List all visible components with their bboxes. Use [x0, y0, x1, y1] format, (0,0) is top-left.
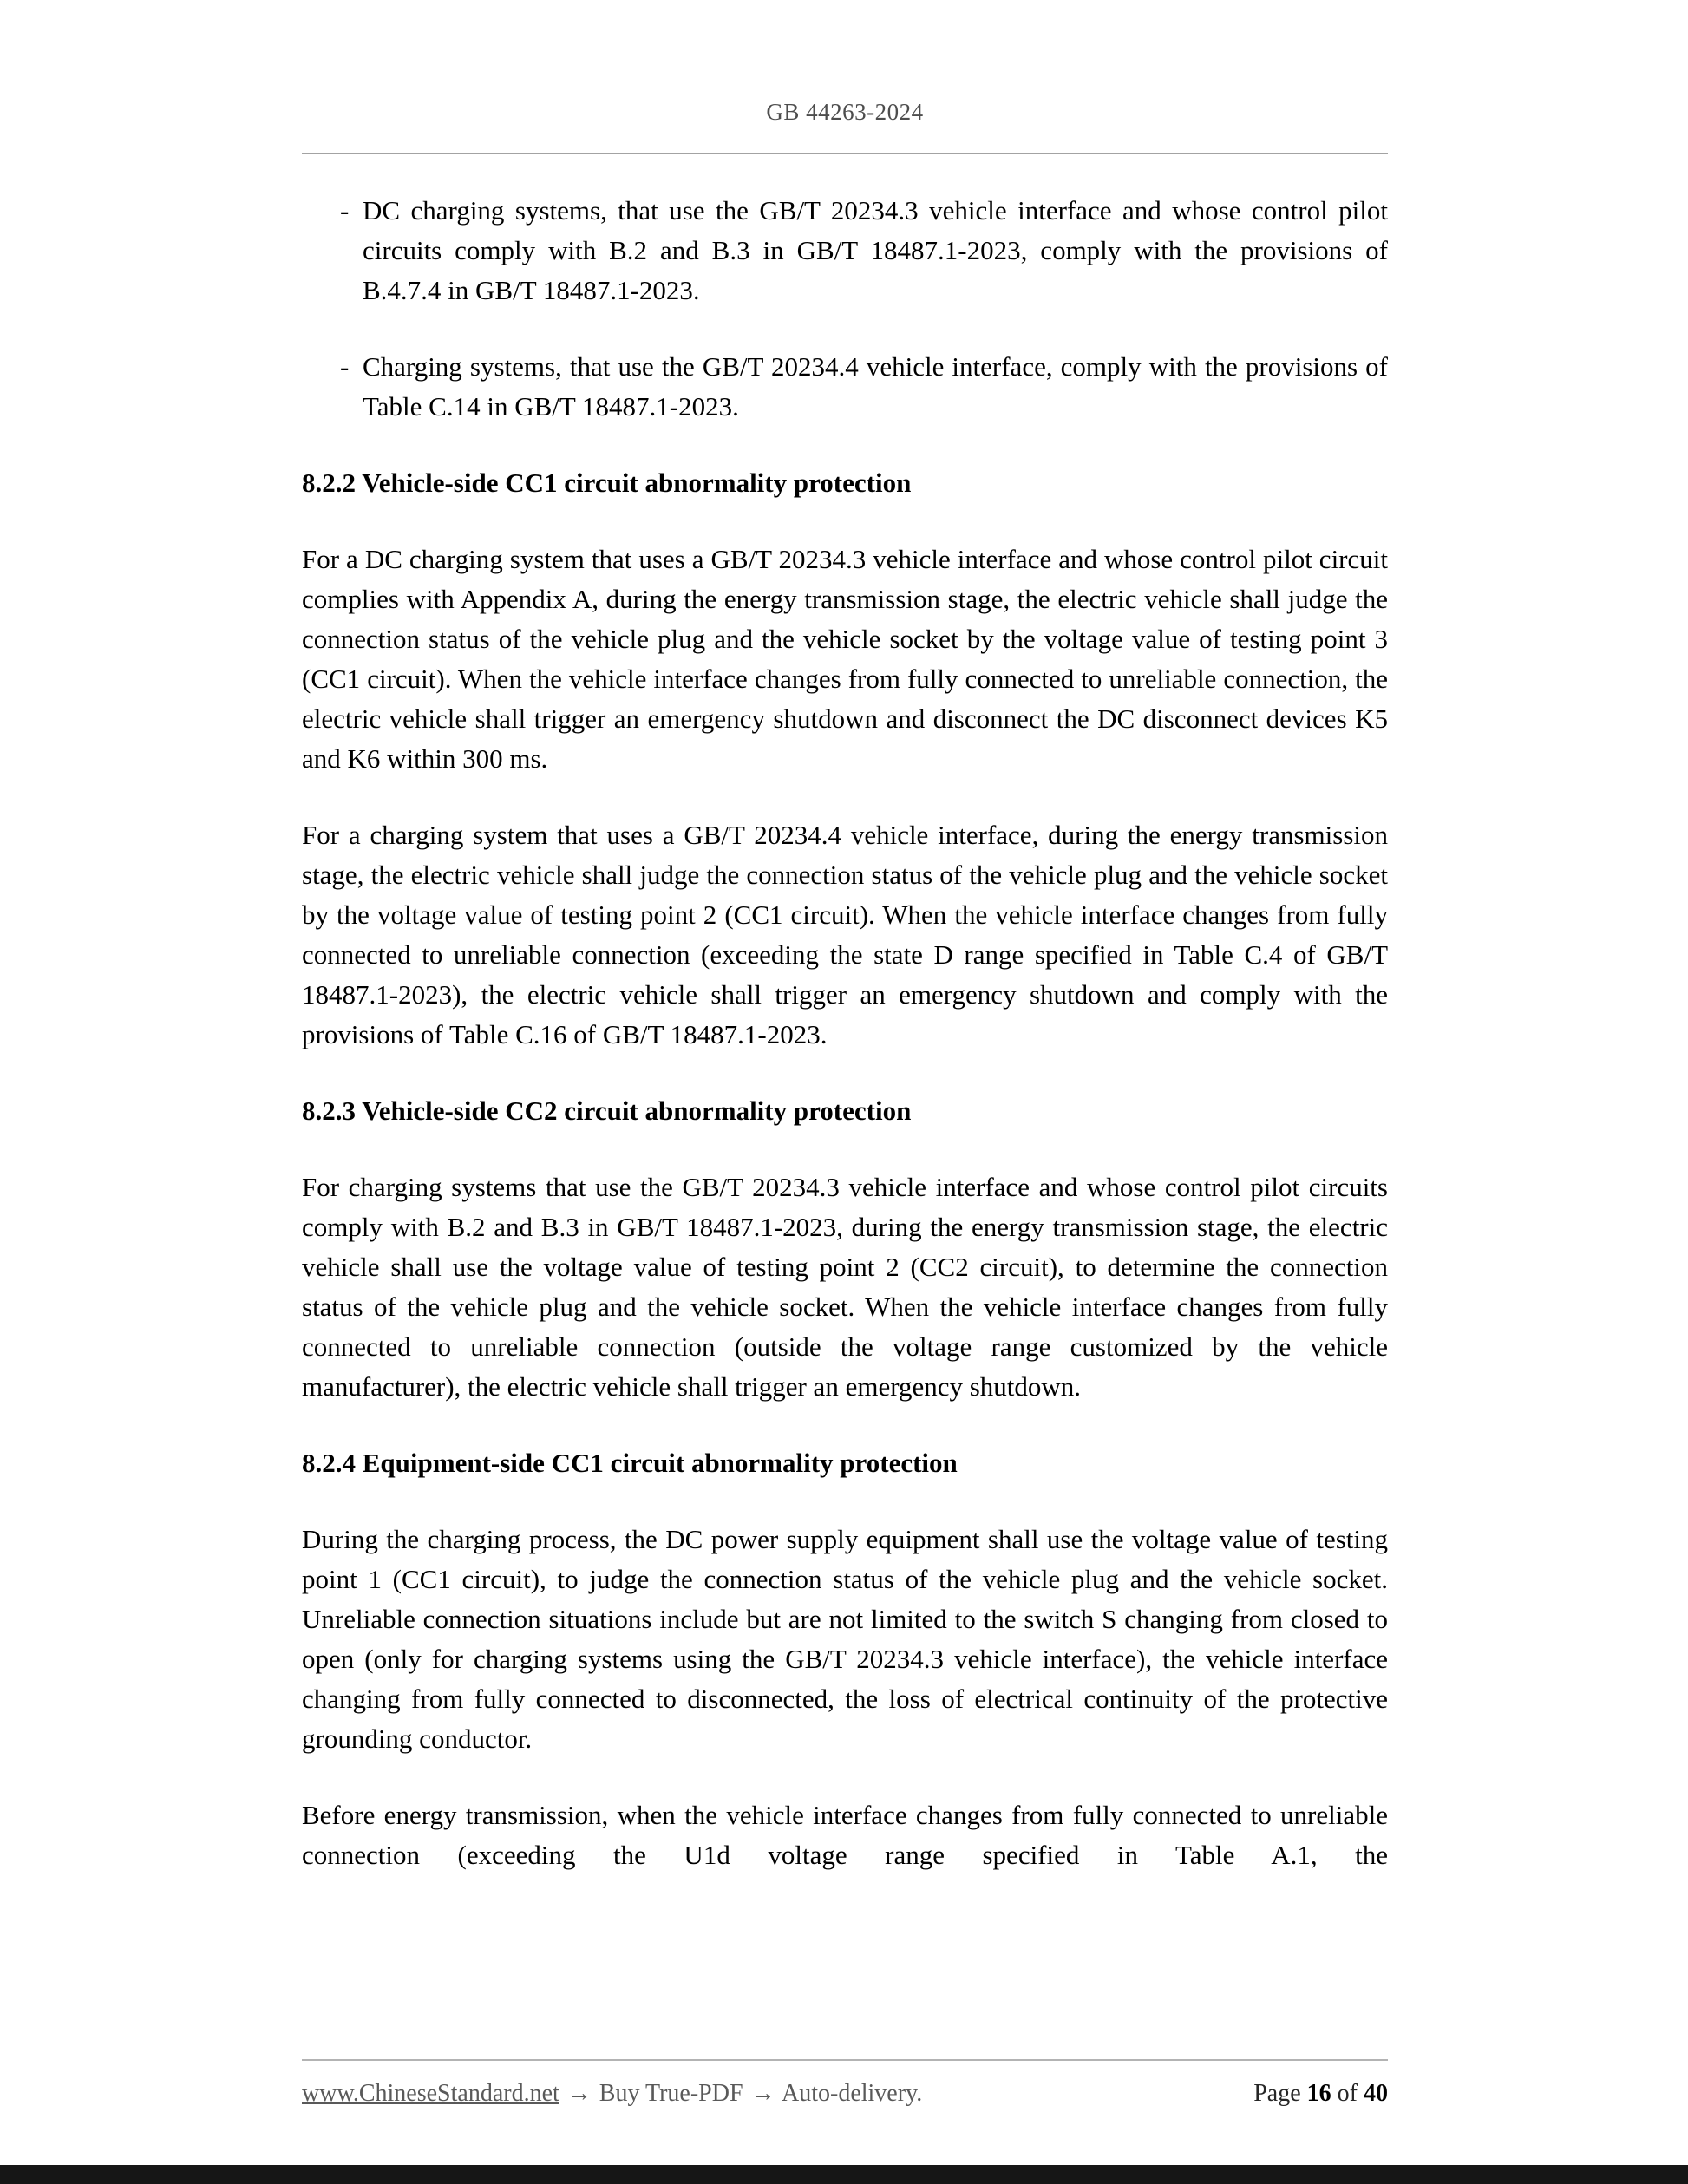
- arrow-icon: →: [566, 2080, 592, 2107]
- footer-delivery-text: Auto-delivery.: [782, 2080, 923, 2107]
- section-heading-8-2-3: 8.2.3 Vehicle-side CC2 circuit abnormality protection: [302, 1095, 912, 1126]
- document-number: GB 44263-2024: [766, 99, 924, 125]
- page-current: 16: [1306, 2080, 1331, 2107]
- paragraph: For a DC charging system that uses a GB/T 20234.3 vehicle interface and whose control pilot circuit complies with Appendix A, during the energy transmission stage, the electric vehicle shall judge the connection status of the vehicle plug and the vehicle socket by the voltage value of testing point 3 (CC1 circuit). When the vehicle interface changes from fully connected to unreliable connection, the electric vehicle shall trigger an emergency shutdown and disconnect the DC disconnect devices K5 and K6 within 300 ms.: [302, 544, 1388, 774]
- header-divider: [302, 153, 1388, 154]
- page-label: Page: [1253, 2080, 1301, 2107]
- page-number: [1253, 2080, 1388, 2108]
- bullet-marker: -: [340, 351, 350, 382]
- page-total: 40: [1364, 2080, 1388, 2107]
- bullet-item: [340, 191, 1388, 311]
- bullet-marker: -: [340, 195, 350, 226]
- page-bottom-edge: [0, 2165, 1688, 2184]
- bullet-text: Charging systems, that use the GB/T 20234.4 vehicle interface, comply with the provisions of Table C.14 in GB/T 18487.1-2023.: [363, 351, 1388, 422]
- arrow-icon: →: [750, 2080, 775, 2107]
- page-of-label: of: [1337, 2080, 1358, 2107]
- footer-link[interactable]: www.ChineseStandard.net: [302, 2080, 559, 2107]
- footer-info: [302, 2080, 922, 2108]
- bullet-item: [340, 347, 1388, 427]
- section-heading-8-2-2: 8.2.2 Vehicle-side CC1 circuit abnormality protection: [302, 468, 912, 498]
- bullet-text: DC charging systems, that use the GB/T 20234.3 vehicle interface and whose control pilot circuits comply with B.2 and B.3 in GB/T 18487.1-2023, comply with the provisions of B.4.7.4 in GB/T 18487.1-2023.: [363, 195, 1388, 305]
- section-heading-8-2-4: 8.2.4 Equipment-side CC1 circuit abnormality protection: [302, 1448, 958, 1478]
- footer-buy-text: Buy True-PDF: [599, 2080, 743, 2107]
- footer-divider: [302, 2059, 1388, 2061]
- paragraph: Before energy transmission, when the vehicle interface changes from fully connected to unreliable connection (exceeding the U1d voltage range specified in Table A.1, the: [302, 1800, 1388, 1870]
- paragraph: During the charging process, the DC power supply equipment shall use the voltage value of testing point 1 (CC1 circuit), to judge the connection status of the vehicle plug and the vehicle socket. Unreliable connection situations include but are not limited to the switch S changing from closed to open (only for charging systems using the GB/T 20234.3 vehicle interface), the vehicle interface changing from fully connected to disconnected, the loss of electrical continuity of the protective grounding conductor.: [302, 1524, 1388, 1754]
- document-content: [302, 191, 1388, 1875]
- paragraph: For a charging system that uses a GB/T 20234.4 vehicle interface, during the energy transmission stage, the electric vehicle shall judge the connection status of the vehicle plug and the vehicle socket by the voltage value of testing point 2 (CC1 circuit). When the vehicle interface changes from fully connected to unreliable connection (exceeding the state D range specified in Table C.4 of GB/T 18487.1-2023), the electric vehicle shall trigger an emergency shutdown and comply with the provisions of Table C.16 of GB/T 18487.1-2023.: [302, 820, 1388, 1049]
- paragraph: For charging systems that use the GB/T 20234.3 vehicle interface and whose control pilot circuits comply with B.2 and B.3 in GB/T 18487.1-2023, during the energy transmission stage, the electric vehicle shall use the voltage value of testing point 2 (CC2 circuit), to determine the connection status of the vehicle plug and the vehicle socket. When the vehicle interface changes from fully connected to unreliable connection (outside the voltage range customized by the vehicle manufacturer), the electric vehicle shall trigger an emergency shutdown.: [302, 1172, 1388, 1402]
- footer: [302, 2080, 1388, 2108]
